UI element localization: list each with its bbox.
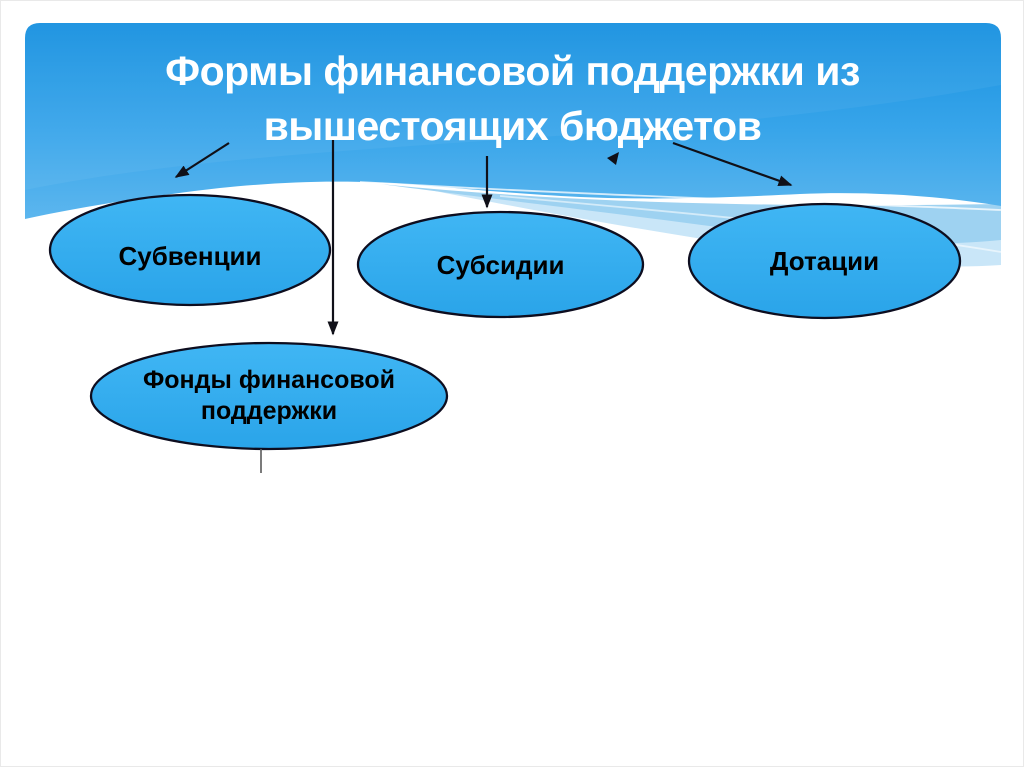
- funds-label-line-2: поддержки: [200, 397, 338, 425]
- title-line-1: Формы финансовой поддержки из: [165, 48, 860, 94]
- title-line-2: вышестоящих бюджетов: [263, 103, 762, 149]
- node-label-funds: [91, 343, 447, 449]
- slide-title: [24, 44, 1001, 154]
- node-label-dotations: Дотации: [769, 245, 880, 276]
- node-label-subventions: Субвенции: [118, 240, 262, 271]
- node-label-subsidies: Субсидии: [436, 249, 565, 280]
- funds-label-line-1: Фонды финансовой: [142, 366, 396, 394]
